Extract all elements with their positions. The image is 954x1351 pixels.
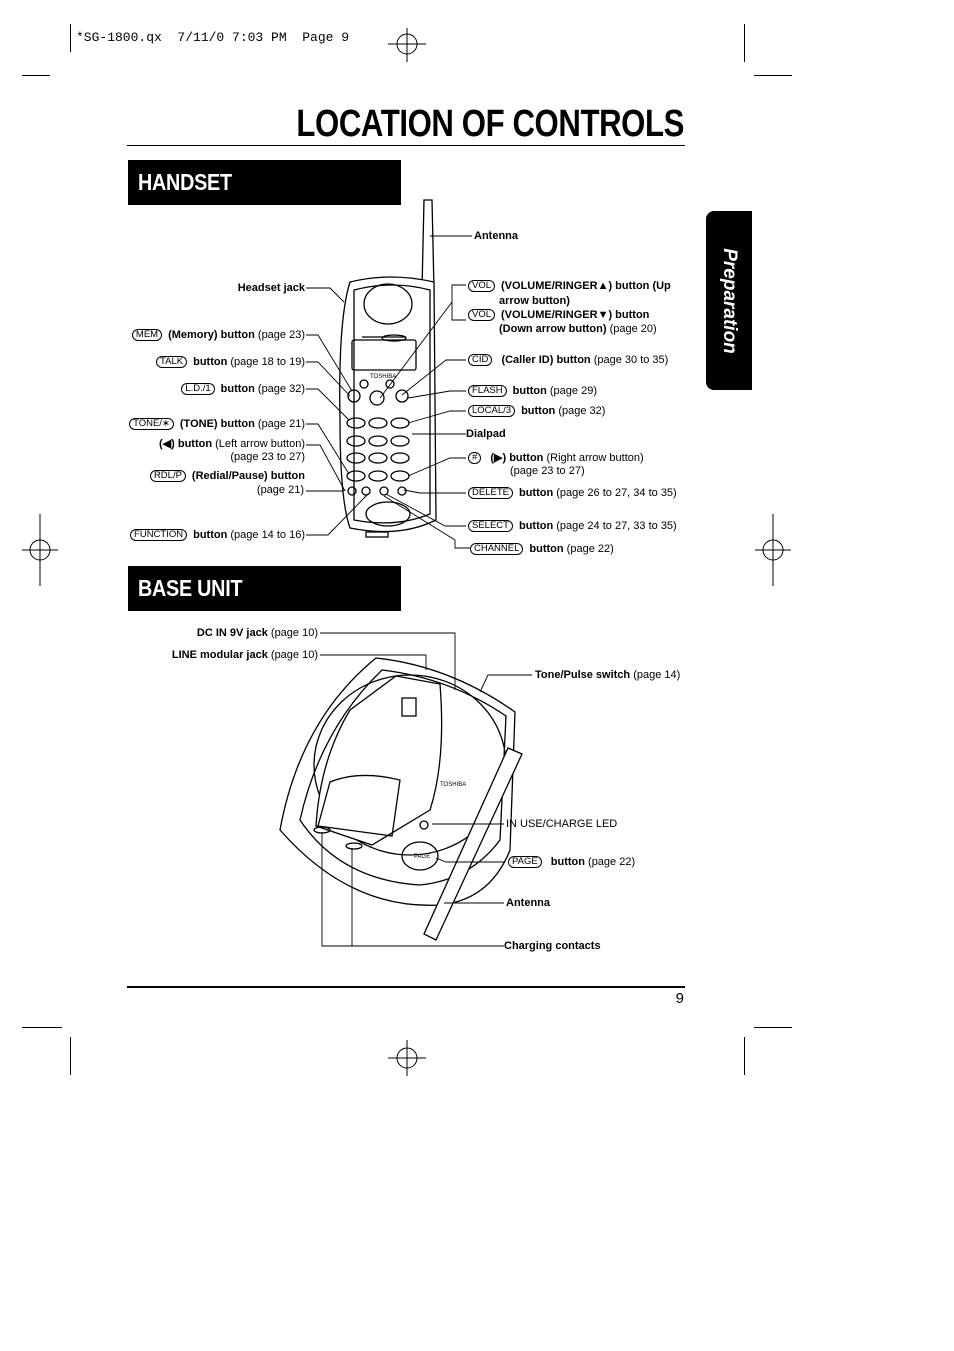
label-page-button: PAGE button (page 22): [508, 855, 635, 869]
label-vol-up-button: VOL (VOLUME/RINGER▲) button (Up: [468, 279, 671, 293]
label-function-button: FUNCTION button (page 14 to 16): [130, 528, 305, 542]
label-vol-down-button: VOL (VOLUME/RINGER▼) button: [468, 308, 649, 322]
label-vol-up-cont: arrow button): [499, 295, 570, 307]
section-tab-label: Preparation: [719, 247, 740, 354]
label-right-arrow-button: # (▶) button (Right arrow button): [468, 451, 644, 465]
handset-drawing: [340, 200, 436, 537]
label-flash-button: FLASH button (page 29): [468, 384, 597, 398]
label-select-button: SELECT button (page 24 to 27, 33 to 35): [468, 519, 677, 533]
label-line-jack: LINE modular jack (page 10): [171, 649, 318, 661]
label-right-arrow-page: (page 23 to 27): [510, 465, 585, 477]
label-tone-pulse-switch: Tone/Pulse switch (page 14): [535, 669, 681, 681]
label-left-arrow-page: (page 23 to 27): [230, 451, 305, 463]
base-page-text: PAGE: [414, 854, 431, 860]
footer-rule: [127, 986, 685, 988]
page-number: 9: [675, 990, 684, 1007]
label-left-arrow-button: (◀) button (Left arrow button): [159, 438, 305, 450]
print-slug: *SG-1800.qx 7/11/0 7:03 PM Page 9: [76, 30, 350, 45]
page-title: LOCATION OF CONTROLS: [296, 103, 684, 145]
label-mem-button: MEM (Memory) button (page 23): [132, 328, 305, 342]
handset-brand: TOSHIBA: [370, 374, 397, 380]
base-heading: BASE UNIT: [138, 575, 243, 601]
label-tone-button: TONE/∗ (TONE) button (page 21): [129, 417, 305, 431]
label-channel-button: CHANNEL button (page 22): [470, 542, 614, 556]
label-base-antenna: Antenna: [506, 897, 550, 909]
label-dc-in-jack: DC IN 9V jack (page 10): [196, 627, 318, 639]
handset-heading: HANDSET: [138, 169, 232, 195]
label-charging-contacts: Charging contacts: [504, 940, 601, 952]
label-handset-antenna: Antenna: [474, 230, 518, 242]
label-cid-button: CID (Caller ID) button (page 30 to 35): [468, 353, 668, 367]
label-in-use-led: IN USE/CHARGE LED: [506, 818, 618, 830]
label-rdl-button: RDL/P (Redial/Pause) button: [150, 469, 305, 483]
label-delete-button: DELETE button (page 26 to 27, 34 to 35): [468, 486, 677, 500]
handset-device-text: [370, 374, 396, 380]
base-brand: TOSHIBA: [440, 782, 467, 788]
label-dialpad: Dialpad: [466, 428, 506, 440]
label-headset-jack: Headset jack: [237, 282, 305, 294]
label-vol-down-cont: (Down arrow button) (page 20): [499, 323, 657, 335]
label-talk-button: TALK button (page 18 to 19): [156, 355, 305, 369]
label-ld-button: L.D./1 button (page 32): [181, 382, 305, 396]
label-local-button: LOCAL/3 button (page 32): [468, 404, 605, 418]
base-drawing: [280, 658, 522, 940]
label-rdl-page: (page 21): [256, 484, 304, 496]
